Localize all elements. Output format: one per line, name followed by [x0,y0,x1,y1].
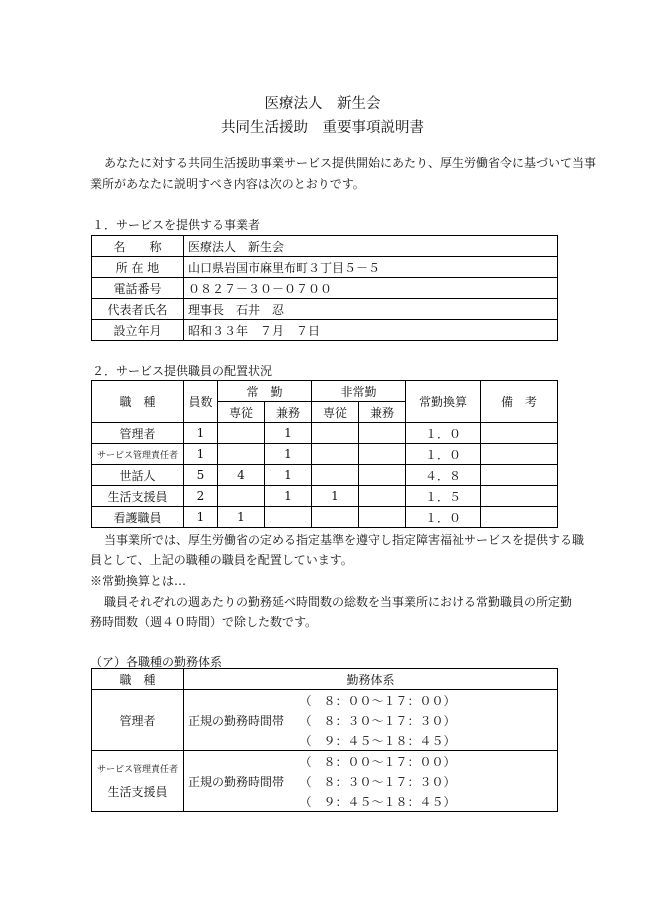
hijokin-kenmu [359,486,406,507]
staff-role: 看護職員 [92,507,184,528]
intro-line-2: 業所があなたに説明すべき内容は次のとおりです。 [90,177,365,191]
jokin-kenmu: 1 [265,423,312,444]
header-jokin: 常 勤 [218,381,312,402]
staff-role: 世話人 [92,465,184,486]
table-row [92,486,558,507]
work-type: 正規の勤務時間帯 [184,751,296,812]
table-row [92,690,558,711]
table-header-row [92,669,558,690]
staff-count: 1 [184,444,218,465]
work-time: （ ９：４５～１８：４５） [296,730,558,751]
role-cell [92,690,184,751]
header-inzu: 員数 [184,381,218,423]
role-cell [92,751,184,812]
work-time: （ ８：３０～１７：３０） [296,710,558,730]
table-row [92,444,558,465]
staff-role: 管理者 [92,423,184,444]
section2-heading: ２．サービス提供職員の配置状況 [92,364,273,378]
table-row [92,278,558,299]
kansan-value: １．５ [406,486,481,507]
hijokin-senju [312,465,359,486]
jokin-senju [218,486,265,507]
jokin-senju [218,444,265,465]
work-time: （ ８：００～１７：００） [296,690,558,711]
hijokin-senju: 1 [312,486,359,507]
kansan-value: ４．８ [406,465,481,486]
note-line-5: 務時間数（週４０時間）で除した数です。 [90,615,318,629]
header-senju: 専従 [218,402,265,423]
note-line-1: 当事業所では、厚生労働省の定める指定基準を遵守し指定障害福祉サービスを提供する職 [104,533,585,547]
staff-role: サービス管理責任者 [92,444,184,465]
work-time: （ ８：００～１７：００） [296,751,558,772]
jokin-kenmu: 1 [265,444,312,465]
role-name: サービス管理責任者 [96,765,178,775]
jokin-senju [218,423,265,444]
header-biko: 備 考 [481,381,558,423]
note-line-2: 員として、上記の職種の職員を配置しています。 [90,553,353,567]
kansan-value: １．０ [406,444,481,465]
hijokin-senju [312,444,359,465]
biko-value [481,507,558,528]
provider-label: 電話番号 [92,278,184,299]
staff-count: 5 [184,465,218,486]
hijokin-kenmu [359,423,406,444]
header-kinmu: 勤務体系 [184,669,558,690]
kansan-value: １．０ [406,423,481,444]
work-time: （ ８：３０～１７：３０） [296,771,558,791]
provider-table [91,235,558,341]
provider-value: ０８２７－３０－０７００ [184,278,558,299]
document-title: 共同生活援助 重要事項説明書 [221,120,424,136]
table-row [92,423,558,444]
section3-heading: （ア）各職種の勤務体系 [90,655,223,669]
header-kenmu: 兼務 [265,402,312,423]
note-line-3: ※常勤換算とは… [90,574,187,588]
staff-count: 1 [184,423,218,444]
hijokin-senju [312,423,359,444]
staff-table [91,380,558,528]
work-type: 正規の勤務時間帯 [184,690,296,751]
provider-label: 代表者氏名 [92,299,184,320]
jokin-kenmu [265,507,312,528]
note-line-4: 職員それぞれの週あたりの勤務延べ時間数の総数を当事業所における常勤職員の所定勤 [104,595,573,609]
header-shokushu: 職 種 [92,669,184,690]
provider-label: 名 称 [92,236,184,257]
provider-label: 所 在 地 [92,257,184,278]
header-kenmu-2: 兼務 [359,402,406,423]
header-kansan: 常勤換算 [406,381,481,423]
biko-value [481,486,558,507]
header-shokushu: 職 種 [92,381,184,423]
staff-count: 2 [184,486,218,507]
biko-value [481,423,558,444]
jokin-senju: 1 [218,507,265,528]
provider-label: 設立年月 [92,320,184,341]
table-header-row [92,381,558,402]
biko-value [481,444,558,465]
table-row [92,465,558,486]
provider-value: 山口県岩国市麻里布町３丁目５－５ [184,257,558,278]
jokin-kenmu: 1 [265,486,312,507]
table-row [92,751,558,772]
header-hijokin: 非常勤 [312,381,406,402]
staff-count: 1 [184,507,218,528]
provider-value: 医療法人 新生会 [184,236,558,257]
kansan-value: １．０ [406,507,481,528]
document-org-title: 医療法人 新生会 [264,96,381,112]
work-schedule-table [91,668,558,812]
staff-role: 生活支援員 [92,486,184,507]
jokin-kenmu: 1 [265,465,312,486]
table-row [92,236,558,257]
hijokin-kenmu [359,444,406,465]
table-row [92,320,558,341]
table-row [92,257,558,278]
role-name: 生活支援員 [107,785,168,799]
hijokin-kenmu [359,465,406,486]
table-row [92,299,558,320]
section1-heading: １．サービスを提供する事業者 [92,218,261,232]
hijokin-senju [312,507,359,528]
table-row [92,507,558,528]
jokin-senju: 4 [218,465,265,486]
work-time: （ ９：４５～１８：４５） [296,791,558,812]
hijokin-kenmu [359,507,406,528]
biko-value [481,465,558,486]
provider-value: 理事長 石井 忍 [184,299,558,320]
provider-value: 昭和３３年 ７月 ７日 [184,320,558,341]
intro-line-1: あなたに対する共同生活援助事業サービス提供開始にあたり、厚生労働省令に基づいて当事 [104,156,597,170]
header-senju-2: 専従 [312,402,359,423]
role-name: 管理者 [119,713,156,728]
